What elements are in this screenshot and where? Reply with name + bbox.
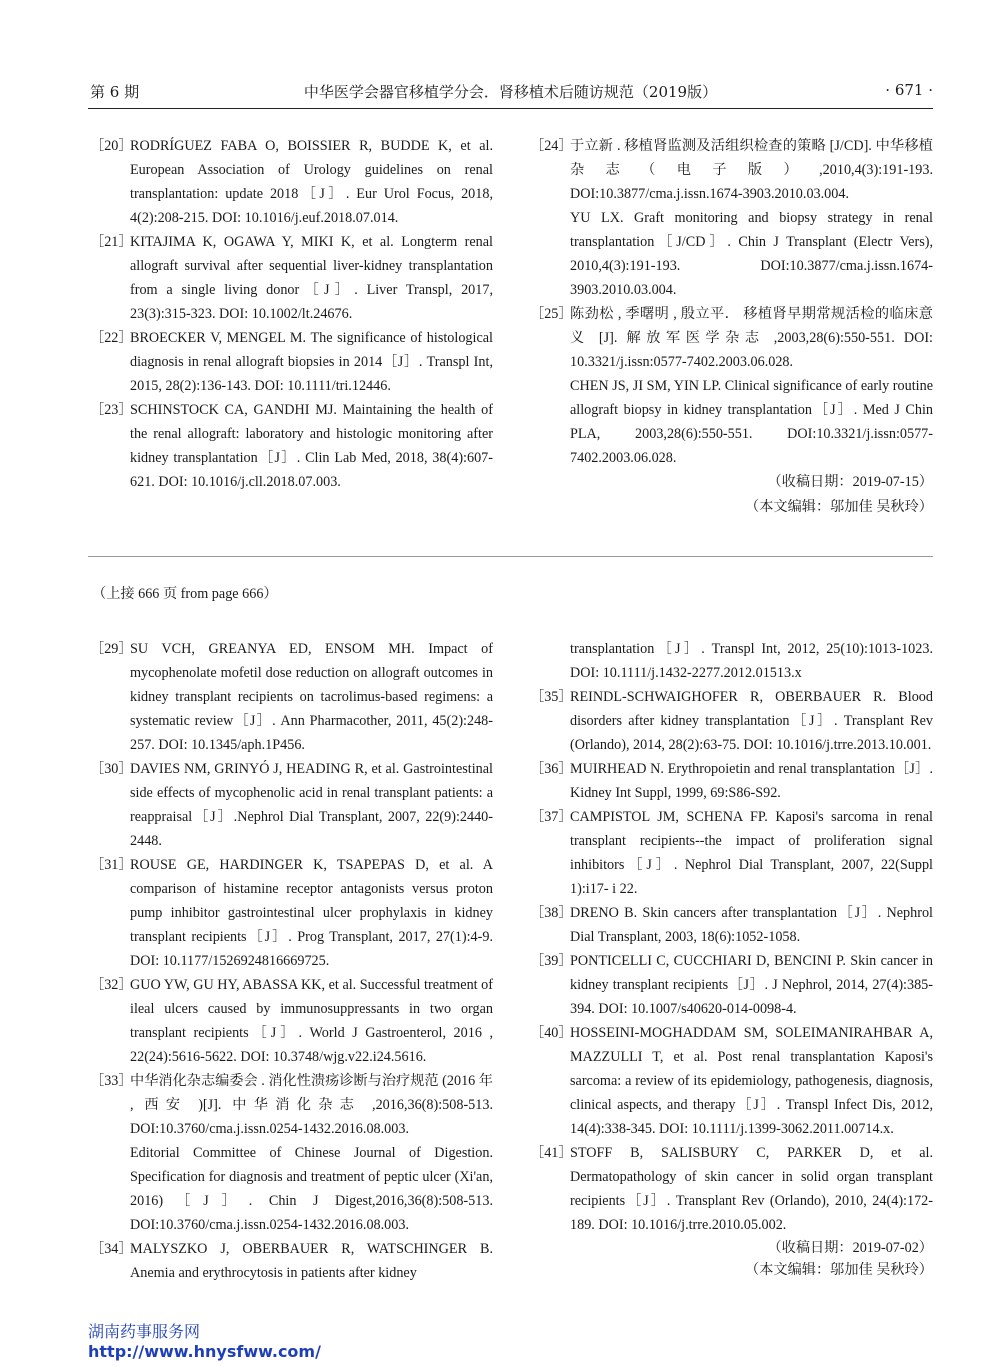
reference-text: RODRÍGUEZ FABA O, BOISSIER R, BUDDE K, et al. European Association of Urology guidelines on renal transplantation: update 2018［J］. Eur Urol Focus, 2018, 4(2):208-215. DOI: 10.1016/j.euf.2018.07.014.	[130, 138, 493, 226]
reference-number: ［23］	[90, 402, 133, 418]
reference-item	[90, 757, 493, 853]
reference-text: DAVIES NM, GRINYÓ J, HEADING R, et al. Gastrointestinal side effects of mycophenolic acid in renal transplant patients: a reappraisal［J］.Nephrol Dial Transplant, 2007, 22(9):2440-2448.	[130, 761, 493, 849]
reference-number: ［35］	[530, 689, 573, 705]
issue-number: 第 6 期	[90, 83, 140, 101]
site-watermark	[88, 1322, 321, 1362]
reference-item	[90, 973, 493, 1069]
reference-item	[530, 685, 933, 757]
reference-text: transplantation［J］. Transpl Int, 2012, 25(10):1013-1023. DOI: 10.1111/j.1432-2277.2012.01513.x	[570, 641, 933, 681]
reference-text: SU VCH, GREANYA ED, ENSOM MH. Impact of mycophenolate mofetil dose reduction on allograft outcomes in kidney transplant recipients on tacrolimus-based regimens: a systematic review［J］. Ann Pharmacother, 2011, 45(2):248-257. DOI: 10.1345/aph.1P456.	[130, 641, 493, 753]
editor-note: （本文编辑：邬加佳 吴秋玲）	[745, 499, 933, 515]
reference-translation: YU LX. Graft monitoring and biopsy strategy in renal transplantation［J/CD］. Chin J Transplant (Electr Vers), 2010,4(3):191-193. DOI:10.3877/cma.j.issn.1674-3903.2010.03.004.	[570, 210, 933, 298]
reference-number: ［25］	[530, 306, 573, 322]
reference-number: ［30］	[90, 761, 133, 777]
reference-text: HOSSEINI-MOGHADDAM SM, SOLEIMANIRAHBAR A, MAZZULLI T, et al. Post renal transplantation Kaposi's sarcoma: a review of its epidemiology, pathogenesis, diagnosis, clinical aspects, and therapy［J］. Transpl Infect Dis, 2012, 14(4):338-345. DOI: 10.1111/j.1399-3062.2011.00714.x.	[570, 1025, 933, 1137]
reference-item	[90, 134, 493, 230]
received-date: （收稿日期：2019-07-15）	[767, 474, 933, 490]
reference-number: ［41］	[530, 1145, 573, 1161]
reference-text: MALYSZKO J, OBERBAUER R, WATSCHINGER B. Anemia and erythrocytosis in patients after kidney	[130, 1241, 493, 1281]
reference-number: ［20］	[90, 138, 133, 154]
reference-text: 陈劲松 , 季曙明 , 殷立平． 移植肾早期常规活检的临床意义 [J]. 解放军医学杂志 ,2003,28(6):550-551. DOI: 10.3321/j.issn:0577-7402.2003.06.028.	[570, 306, 933, 370]
reference-translation: Editorial Committee of Chinese Journal of Digestion. Specification for diagnosis and treatment of peptic ulcer (Xi'an, 2016)［J］. Chin J Digest,2016,36(8):508-513. DOI:10.3760/cma.j.issn.0254-1432.2016.08.003.	[130, 1145, 493, 1233]
reference-number: ［38］	[530, 905, 573, 921]
reference-text: DRENO B. Skin cancers after transplantation［J］. Nephrol Dial Transplant, 2003, 18(6):1052-1058.	[570, 905, 933, 945]
page-number: · 671 ·	[885, 81, 933, 99]
reference-text: KITAJIMA K, OGAWA Y, MIKI K, et al. Longterm renal allograft survival after sequential liver-kidney transplantation from a single living donor［J］. Liver Transpl, 2017, 23(3):315-323. DOI: 10.1002/lt.24676.	[130, 234, 493, 322]
reference-item	[90, 637, 493, 757]
reference-item	[530, 302, 933, 470]
watermark-site-name: 湖南药事服务网	[88, 1322, 201, 1341]
reference-item	[90, 853, 493, 973]
references-bottom-right	[530, 637, 933, 1281]
references-bottom-left	[90, 637, 493, 1285]
running-title: 中华医学会器官移植学分会．肾移植术后随访规范（2019版）	[303, 83, 718, 101]
reference-number: ［34］	[90, 1241, 133, 1257]
reference-translation: CHEN JS, JI SM, YIN LP. Clinical significance of early routine allograft biopsy in kidney transplantation［J］. Med J Chin PLA, 2003,28(6):550-551. DOI:10.3321/j.issn:0577-7402.2003.06.028.	[570, 378, 933, 466]
reference-text: STOFF B, SALISBURY C, PARKER D, et al. Dermatopathology of skin cancer in solid organ transplant recipients［J］. Transplant Rev (Orlando), 2010, 24(4):172-189. DOI: 10.1016/j.trre.2010.05.002.	[570, 1145, 933, 1233]
reference-number: ［40］	[530, 1025, 573, 1041]
reference-item	[90, 1237, 493, 1285]
reference-item	[530, 1141, 933, 1237]
reference-item	[530, 901, 933, 949]
editor-note: （本文编辑：邬加佳 吴秋玲）	[745, 1262, 933, 1278]
reference-continuation	[530, 637, 933, 685]
references-top-right	[530, 134, 933, 520]
reference-number: ［31］	[90, 857, 133, 873]
reference-text: 中华消化杂志编委会 . 消化性溃疡诊断与治疗规范 (2016 年 , 西安 )[J]. 中华消化杂志 ,2016,36(8):508-513. DOI:10.3760/cma.j.issn.0254-1432.2016.08.003.	[130, 1073, 493, 1137]
reference-text: BROECKER V, MENGEL M. The significance of histological diagnosis in renal allograft biopsies in 2014［J］. Transpl Int, 2015, 28(2):136-143. DOI: 10.1111/tri.12446.	[130, 330, 493, 394]
reference-item	[530, 805, 933, 901]
reference-text: GUO YW, GU HY, ABASSA KK, et al. Successful treatment of ileal ulcers caused by immunosuppressants in two organ transplant recipients［J］. World J Gastroenterol, 2016 , 22(24):5616-5622. DOI: 10.3748/wjg.v22.i24.5616.	[130, 977, 493, 1065]
references-top-left	[90, 134, 493, 494]
reference-number: ［21］	[90, 234, 133, 250]
reference-item	[90, 230, 493, 326]
reference-item	[530, 757, 933, 805]
received-date: （收稿日期：2019-07-02）	[767, 1240, 933, 1256]
reference-number: ［32］	[90, 977, 133, 993]
reference-number: ［29］	[90, 641, 133, 657]
reference-item	[90, 1069, 493, 1237]
reference-text: CAMPISTOL JM, SCHENA FP. Kaposi's sarcoma in renal transplant recipients--the impact of proliferation signal inhibitors［J］. Nephrol Dial Transplant, 2007, 22(Suppl 1):i17- i 22.	[570, 809, 933, 897]
reference-text: ROUSE GE, HARDINGER K, TSAPEPAS D, et al. A comparison of histamine receptor antagonists versus proton pump inhibitor gastrointestinal ulcer prophylaxis in kidney transplant recipients［J］. Prog Transplant, 2017, 27(1):4-9. DOI: 10.1177/1526924816669725.	[130, 857, 493, 969]
reference-text: MUIRHEAD N. Erythropoietin and renal transplantation［J］. Kidney Int Suppl, 1999, 69:S86-S92.	[570, 761, 933, 801]
reference-item	[90, 398, 493, 494]
reference-number: ［24］	[530, 138, 573, 154]
reference-number: ［36］	[530, 761, 573, 777]
reference-item	[90, 326, 493, 398]
reference-item	[530, 1021, 933, 1141]
reference-number: ［33］	[90, 1073, 133, 1089]
continued-from-note: （上接 666 页 from page 666）	[92, 586, 278, 602]
section-divider	[88, 556, 933, 557]
running-header	[88, 78, 933, 109]
reference-number: ［37］	[530, 809, 573, 825]
reference-text: 于立新 . 移植肾监测及活组织检查的策略 [J/CD]. 中华移植杂志（电子版）,2010,4(3):191-193. DOI:10.3877/cma.j.issn.1674-3903.2010.03.004.	[570, 138, 933, 202]
reference-item	[530, 134, 933, 302]
reference-number: ［22］	[90, 330, 133, 346]
reference-text: SCHINSTOCK CA, GANDHI MJ. Maintaining the health of the renal allograft: laboratory and histologic monitoring after kidney transplantation［J］. Clin Lab Med, 2018, 38(4):607-621. DOI: 10.1016/j.cll.2018.07.003.	[130, 402, 493, 490]
reference-number: ［39］	[530, 953, 573, 969]
reference-item	[530, 949, 933, 1021]
reference-text: PONTICELLI C, CUCCHIARI D, BENCINI P. Skin cancer in kidney transplant recipients［J］. J Nephrol, 2014, 27(4):385-394. DOI: 10.1007/s40620-014-0098-4.	[570, 953, 933, 1017]
reference-text: REINDL-SCHWAIGHOFER R, OBERBAUER R. Blood disorders after kidney transplantation［J］. Transplant Rev (Orlando), 2014, 28(2):63-75. DOI: 10.1016/j.trre.2013.10.001.	[570, 689, 933, 753]
watermark-url[interactable]: http://www.hnysfww.com/	[88, 1342, 321, 1361]
